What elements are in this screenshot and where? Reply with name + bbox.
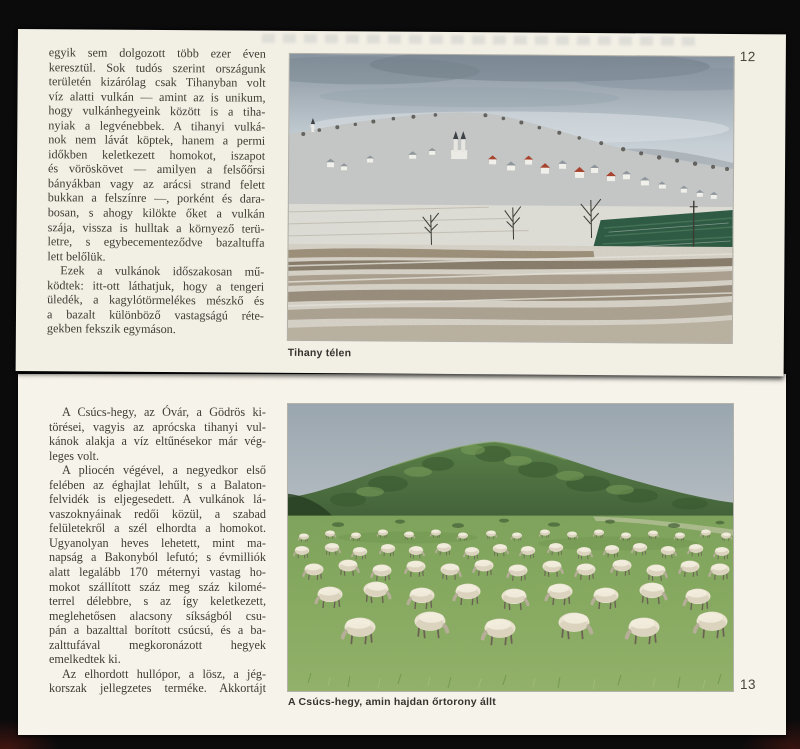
text-line: hogy vulkánhegyeink között is a tiha- (48, 103, 266, 119)
furrowed-fields (288, 244, 733, 343)
text-line: területén kizárólag csak Tihanyban volt (48, 74, 266, 90)
text-line: víz alatti vulkán — amint az is unikum, (48, 88, 266, 105)
sheep-hill-illustration (288, 404, 733, 691)
page-number-13: 13 (740, 677, 757, 692)
text-line: letre, s egybecementeződve bazaltuffa (47, 234, 265, 250)
book-page-13 (18, 374, 786, 735)
text-line: emelkedtek ki. (49, 652, 121, 667)
text-line: A pliocén végével, a negyedkor első (62, 463, 266, 478)
body-text-column-bottom (49, 405, 266, 696)
tihany-winter-illustration (288, 54, 734, 343)
text-line: a bazalt különböző vastagságú réte- (46, 307, 265, 323)
text-line: alatt legalább 170 méternyi vastag ho- (49, 565, 266, 580)
text-line: bukkan a felszínre —, porként és dara- (47, 190, 265, 207)
text-line: terrel délebbre, s az így keletkezett, (49, 594, 266, 609)
text-line: korszak jellegzetes terméke. Akkortájt (49, 681, 266, 696)
text-line: ködtek: itt-ott láthatjuk, hogy a tengeri (47, 277, 265, 294)
photo-caption-top: Tihany télen (287, 346, 352, 360)
text-line: pán a bazalttal borított csúcsú, és a ba- (49, 623, 266, 638)
text-line: üledék, a kagylótörmelékes mészkő és (47, 292, 265, 309)
text-line: Az elhordott hullópor, a lösz, a jég- (62, 666, 266, 681)
text-line: nok nem lávát köptek, hanem a permi (48, 132, 266, 149)
text-line: nyiak a legvénebbek. A tihanyi vulká- (48, 117, 266, 134)
body-text-column-top (47, 45, 266, 337)
photo-tihany-winter (288, 54, 734, 343)
text-line: mokot szállított száz meg száz kilomé- (49, 579, 266, 594)
text-line: bosan, s ahogy kilökte őket a vulkán (47, 205, 265, 221)
page-number-12: 12 (739, 49, 756, 65)
text-line: bányákban vagy az arácsi strand felett (47, 176, 265, 192)
text-line: kánok alakja a víz eltűnésekor már vég- (49, 434, 266, 449)
text-line: A Csúcs-hegy, az Óvár, a Gödrös ki- (62, 405, 266, 419)
text-line: Ugyanolyan heves lehetett, mint ma- (49, 535, 266, 550)
text-line: leges volt. (49, 448, 100, 463)
text-line: szája, vissza is hulltak a környező terü- (47, 219, 265, 236)
text-line: gekben fekszik egymáson. (46, 321, 176, 337)
text-line: időkben keletkezett homokot, iszapot (48, 147, 266, 163)
text-line: napság a Bakonyból lefutó; s évmilliók (49, 550, 266, 565)
text-line: meglehetősen alacsony síkságból csu- (49, 608, 266, 623)
text-line: keresztül. Sok tudós szerint országunk (48, 59, 266, 76)
text-line: törései, vagyis az aprócska tihanyi vul- (49, 419, 266, 434)
text-line: felében az éghajlat lehűlt, s a Balaton- (49, 477, 266, 492)
photo-csucs-hegy-sheep (288, 404, 733, 691)
book-page-12 (16, 29, 786, 376)
showthrough-ghost-text (262, 34, 698, 46)
text-line: vaszoknyáinak redői közül, a szabad (49, 506, 266, 521)
text-line: felületekről a szél elhordta a homokot. (49, 521, 266, 536)
text-line: és vöröskövet — amilyen a felsőőrsi (47, 161, 266, 178)
text-line: Ezek a vulkánok időszakosan mű- (60, 263, 265, 279)
text-line: felvidék is eljegesedett. A vulkánok lá- (49, 492, 266, 507)
text-line: zalttufával megkoronázott hegyek (49, 637, 266, 652)
text-line: lett belőlük. (47, 248, 106, 264)
photo-caption-bottom: A Csúcs-hegy, amin hajdan őrtorony állt (288, 696, 496, 708)
text-line: egyik sem dolgozott több ezer éven (48, 45, 266, 61)
